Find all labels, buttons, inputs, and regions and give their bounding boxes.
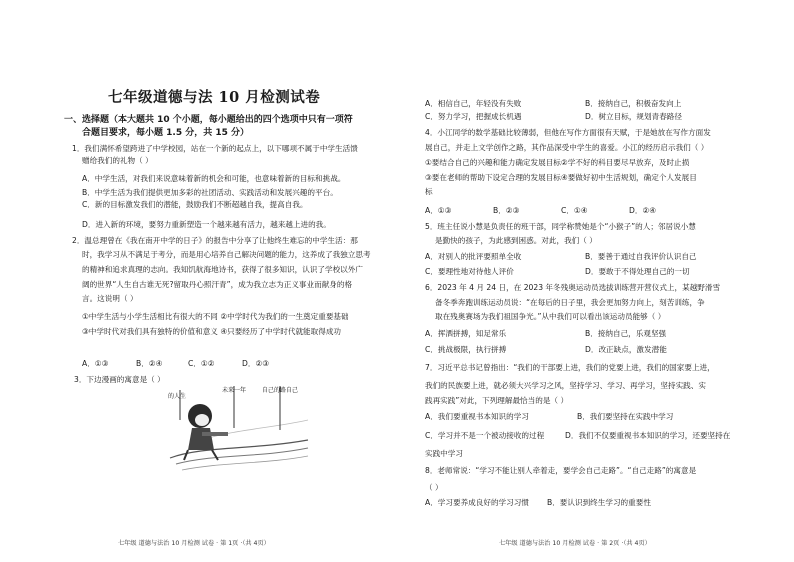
q2-option-d: D．②③ bbox=[242, 359, 270, 368]
q1-option-d: D．进入新的环境，要努力重新塑造一个越来越有活力，越来越上进的我。 bbox=[82, 220, 331, 229]
q5-stem-line2: 是勤快的孩子，为此感到困惑。对此，我们（ ） bbox=[435, 236, 597, 245]
q6-stem-line1: 6．2023 年 4 月 24 日，在 2023 年冬残奥运动员选拔训练营开营仪式上，某越野滑雪 bbox=[425, 283, 721, 292]
cartoon-label-1: 的人生 bbox=[168, 393, 187, 400]
q2-statements-3-4: ③中学时代对我们具有独特的价值和意义 ④只要经历了中学时代就能取得成功 bbox=[82, 327, 342, 336]
q1-option-a: A．中学生活，对我们来说意味着新的机会和可能，也意味着新的目标和挑战。 bbox=[82, 174, 346, 183]
left-footer: 七年级 道德与法治 10 月检测 试卷 · 第 1页 ·（共 4页） bbox=[118, 540, 270, 547]
q6-option-b: B．接纳自己，乐观坚强 bbox=[585, 329, 667, 338]
q2-stem-line1: 2．温总理曾在《我在南开中学的日子》的报告中分享了让他终生难忘的中学生活：那 bbox=[72, 236, 358, 245]
q7-option-b: B．我们要坚持在实践中学习 bbox=[577, 412, 674, 421]
q1-option-c: C．新的目标激发我们的潜能，鼓励我们不断超越自我，提高自我。 bbox=[82, 200, 308, 209]
q8-stem-line2: （ ） bbox=[425, 483, 443, 492]
q6-option-c: C．挑战极限，执行拼搏 bbox=[425, 345, 507, 354]
q5-option-d: D．要敢于不得处理自己的一切 bbox=[585, 267, 690, 276]
q4-option-d: D．②④ bbox=[629, 206, 657, 215]
q5-stem-line1: 5．班主任说小慧是负责任的班干部，同学称赞她是个“小猴子”的人；邻居说小慧 bbox=[425, 222, 696, 231]
q1-stem: 1．我们满怀希望跨进了中学校园，站在一个新的起点上，以下哪项不属于中学生活馈 bbox=[72, 144, 358, 153]
right-footer: 七年级 道德与法治 10 月检测 试卷 · 第 2页 ·（共 4页） bbox=[499, 540, 651, 547]
q5-option-c: C．要理性地对待他人评价 bbox=[425, 267, 514, 276]
cartoon-label-2: 未来一年 bbox=[222, 387, 247, 394]
q7-option-d: D．我们不仅要重视书本知识的学习，还要坚持在 bbox=[565, 431, 731, 440]
q8-stem-line1: 8．老师常说：“学习不能让别人牵着走，要学会自己走路”。“自己走路”的寓意是 bbox=[425, 466, 697, 475]
q2-stem-line5: 言。这说明（ ） bbox=[82, 294, 138, 303]
q2-stem-line4: 阔的世界“人生自古谁无死?留取丹心照汗青”，成为我立志为正义事业而献身的格 bbox=[82, 280, 353, 289]
q2-option-c: C．①② bbox=[188, 359, 215, 368]
q4-option-c: C．①④ bbox=[561, 206, 588, 215]
q3-cartoon-image bbox=[162, 380, 312, 472]
q6-stem-line3: 取在残奥赛场为我们祖国争光。”从中我们可以看出该运动员能够（ ） bbox=[435, 312, 666, 321]
q5-option-a: A．对别人的批评要照单全收 bbox=[425, 252, 522, 261]
q7-option-d-cont: 实践中学习 bbox=[425, 449, 463, 458]
q2-option-b: B．②④ bbox=[136, 359, 163, 368]
q4-statements-3-4: ③要在老师的帮助下设定合理的发展目标④要做好初中生活规划，确定个人发展目 bbox=[425, 173, 697, 182]
q4-stem-line2: 展自己，并走上文学创作之路，其作品深受中学生的喜爱。小江的经历启示我们（ ） bbox=[425, 143, 709, 152]
section-heading: 一、选择题（本大题共 10 个小题，每小题给出的四个选项中只有一项符 bbox=[64, 115, 353, 125]
q6-option-a: A．挥洒拼搏，知足常乐 bbox=[425, 329, 507, 338]
q4-stem-line1: 4．小江同学的数学基础比较薄弱，但他在写作方面很有天赋，于是她放在写作方面发 bbox=[425, 128, 711, 137]
q1-option-b: B．中学生活为我们提供更加多彩的社团活动、实践活动和发展兴趣的平台。 bbox=[82, 188, 338, 197]
q8-option-a: A．学习要养成良好的学习习惯 bbox=[425, 498, 529, 507]
q2-stem-line2: 时，我学习从不满足于考分，而是用心培养自己解决问题的能力，这养成了我独立思考 bbox=[82, 250, 371, 259]
exam-title: 七年级道德与法 10 月检测试卷 bbox=[108, 89, 321, 106]
q7-stem-line3: 践再实践”对此，下列理解最恰当的是（ ） bbox=[425, 396, 569, 405]
q3-option-b: B．接纳自己，积极奋发向上 bbox=[585, 99, 682, 108]
q7-stem-line1: 7．习近平总书记曾指出：“我们的干部要上进，我们的党要上进，我们的国家要上进， bbox=[425, 363, 715, 372]
q7-option-a: A．我们要重视书本知识的学习 bbox=[425, 412, 529, 421]
q3-stem: 3．下边漫画的寓意是（ ） bbox=[74, 375, 165, 384]
q6-stem-line2: 备冬季奔跑训练运动员说：“在每后的日子里，我会更加努力向上，刻苦训练，争 bbox=[435, 298, 705, 307]
section-heading-cont: 合题目要求，每小题 1.5 分，共 15 分） bbox=[82, 128, 250, 138]
cartoon-label-3: 自己的路自己 bbox=[262, 387, 299, 394]
q5-option-b: B．要善于通过自我评价认识自己 bbox=[585, 252, 697, 261]
right-page bbox=[397, 0, 794, 562]
q7-stem-line2: 我们的民族要上进，就必须大兴学习之风，坚持学习、学习、再学习，坚持实践、实 bbox=[425, 381, 706, 390]
q4-option-b: B．②③ bbox=[493, 206, 520, 215]
q7-option-c: C．学习并不是一个被动接收的过程 bbox=[425, 431, 545, 440]
q3-option-c: C．努力学习，把握成长机遇 bbox=[425, 112, 522, 121]
q3-option-d: D．树立目标，规划青春路径 bbox=[585, 112, 682, 121]
q2-statements-1-2: ①中学生活与小学生活相比有很大的不同 ②中学时代为我们的一生奠定重要基础 bbox=[82, 312, 349, 321]
q8-option-b: B．要认识到终生学习的重要性 bbox=[547, 498, 651, 507]
q2-option-a: A．①③ bbox=[82, 359, 109, 368]
q2-stem-line3: 的精神和追求真理的志向。我知饥航海地诗书，获得了很多知识，认识了学校以外广 bbox=[82, 265, 363, 274]
q4-option-a: A．①③ bbox=[425, 206, 452, 215]
q4-statements-cont: 标 bbox=[425, 187, 433, 196]
q1-stem-cont: 赠给我们的礼物（ ） bbox=[82, 156, 153, 165]
q4-statements-1-2: ①要结合自己的兴趣和能力确定发展目标②学不好的科目要尽早放弃，及时止损 bbox=[425, 158, 690, 167]
q3-option-a: A．相信自己，年轻没有失败 bbox=[425, 99, 522, 108]
q6-option-d: D．改正缺点，激发潜能 bbox=[585, 345, 667, 354]
